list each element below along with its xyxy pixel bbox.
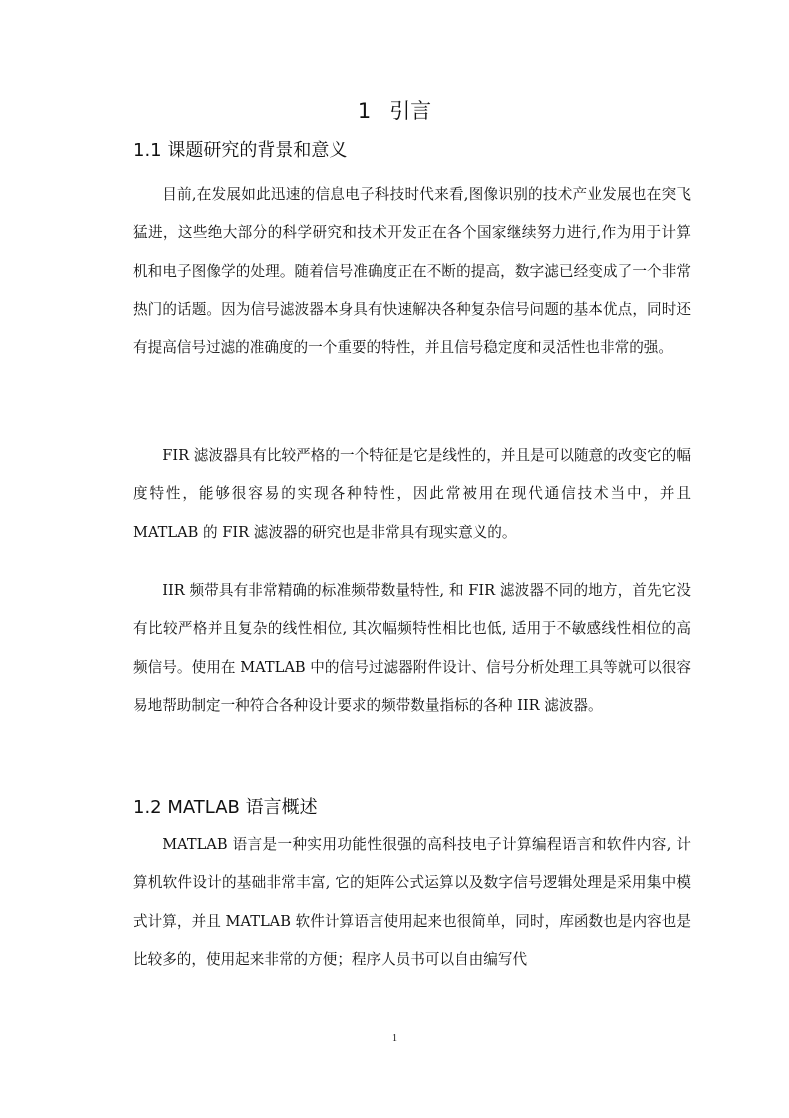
page-number: 1 [392,1033,397,1044]
chapter-title-text: 引言 [389,99,432,123]
section-heading-matlab: 1.2 MATLAB 语言概述 [133,797,318,818]
chapter-title [0,97,789,125]
paragraph-iir-filter: IIR 频带具有非常精确的标准频带数量特性, 和 FIR 滤波器不同的地方，首先它没有比较严格并且复杂的线性相位, 其次幅频特性相比也低, 适用于不敏感线性相位的高频信号。使用在 MATLAB 中的信号过滤器附件设计、信号分析处理工具等就可以很容易地帮助制定一种符合各种设计要求的频带数量指标的各种 IIR 滤波器。 [133,582,691,714]
chapter-number: 1 [357,99,372,123]
paragraph-background: 目前,在发展如此迅速的信息电子科技时代来看,图像识别的技术产业发展也在突飞猛进，这些绝大部分的科学研究和技术开发正在各个国家继续努力进行,作为用于计算机和电子图像学的处理。随着信号准确度正在不断的提高，数字滤已经变成了一个非常热门的话题。因为信号滤波器本身具有快速解决各种复杂信号问题的基本优点，同时还有提高信号过滤的准确度的一个重要的特性，并且信号稳定度和灵活性也非常的强。 [133,186,691,357]
section-heading-background: 1.1 课题研究的背景和意义 [133,140,348,161]
paragraph-matlab-overview: MATLAB 语言是一种实用功能性很强的高科技电子计算编程语言和软件内容, 计算机软件设计的基础非常丰富, 它的矩阵公式运算以及数字信号逻辑处理是采用集中模式计算，并且 MATLAB 软件计算语言使用起来也很简单，同时，库函数也是内容也是比较多的，使用起来非常的方便；程序人员书可以自由编写代 [133,836,691,968]
paragraph-fir-filter: FIR 滤波器具有比较严格的一个特征是它是线性的，并且是可以随意的改变它的幅度特性，能够很容易的实现各种特性，因此常被用在现代通信技术当中，并且 MATLAB 的 FIR 滤波器的研究也是非常具有现实意义的。 [133,447,691,541]
